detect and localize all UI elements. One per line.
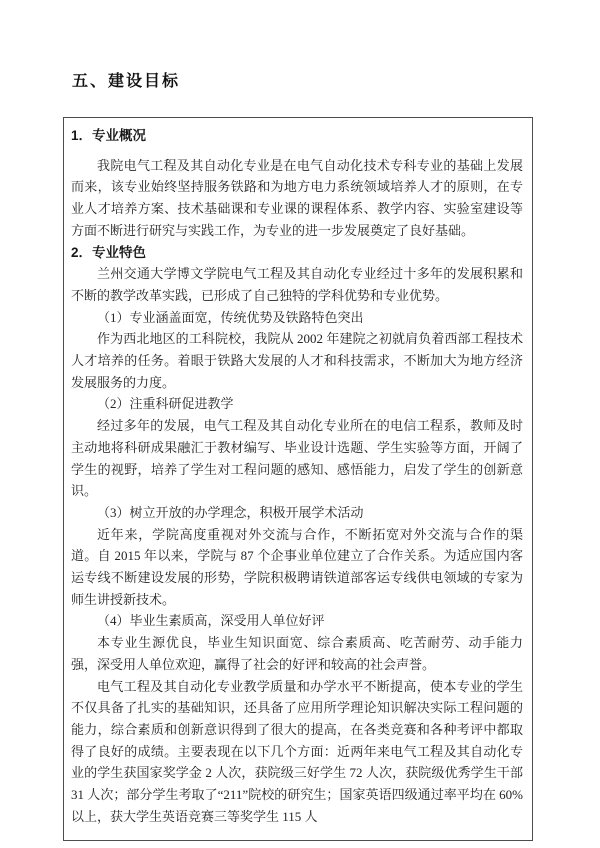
subsection-heading-overview: 1．专业概况	[71, 128, 147, 143]
feature-3-heading: （3）树立开放的办学理念，积极开展学术活动	[97, 504, 364, 520]
paragraph-features-intro: 兰州交通大学博文学院电气工程及其自动化专业经过十多年的发展积累和不断的教学改革实践，已形成了自己独特的学科优势和专业优势。	[71, 266, 523, 303]
feature-1-heading: （1）专业涵盖面宽，传统优势及铁路特色突出	[97, 309, 364, 325]
feature-2-body: 经过多年的发展，电气工程及其自动化专业所在的电信工程系，教师及时主动地将科研成果融汇于教材编写、毕业设计选题、学生实验等方面，开阔了学生的视野，培养了学生对工程问题的感知、感悟能力，启发了学生的创新意识。	[71, 418, 523, 499]
feature-4-heading: （4）毕业生素质高，深受用人单位好评	[97, 613, 325, 629]
paragraph-achievements: 电气工程及其自动化专业教学质量和办学水平不断提高，使本专业的学生不仅具备了扎实的基础知识，还具备了应用所学理论知识解决实际工程问题的能力，综合素质和创新意识得到了很大的提高，在各类竞赛和各种考评中都取得了良好的成绩。主要表现在以下几个方面：近两年来电气工程及其自动化专业的学生获国家奖学金 2 人次，获院级三好学生 72 人次，获院级优秀学生干部 31 人次；部分学生考取了“211”院校的研究生；国家英语四级通过率平均在 60%以上，获大学生英语竞赛三等奖学生 115 人	[71, 678, 523, 824]
paragraph-overview: 我院电气工程及其自动化专业是在电气自动化技术专科专业的基础上发展而来，该专业始终坚持服务铁路和为地方电力系统领域培养人才的原则，在专业人才培养方案、技术基础课和专业课的课程体系、教学内容、实验室建设等方面不断进行研究与实践工作，为专业的进一步发展奠定了良好基础。	[71, 157, 523, 238]
feature-1-body: 作为西北地区的工科院校，我院从 2002 年建院之初就肩负着西部工程技术人才培养的任务。着眼于铁路大发展的人才和科技需求，不断加大为地方经济发展服务的力度。	[71, 331, 523, 390]
page-title: 五、建设目标	[72, 73, 181, 90]
feature-3-body: 近年来，学院高度重视对外交流与合作，不断拓宽对外交流与合作的渠道。自 2015 年以来，学院与 87 个企事业单位建立了合作关系。为适应国内客运专线不断建设发展的形势，学院积极聘请铁道部客运专线供电领域的专家为师生讲授新技术。	[71, 526, 523, 607]
content-box	[63, 117, 533, 841]
feature-4-body: 本专业生源优良，毕业生知识面宽、综合素质高、吃苦耐劳、动手能力强，深受用人单位欢迎，赢得了社会的好评和较高的社会声誉。	[71, 635, 523, 672]
subsection-heading-features: 2．专业特色	[71, 244, 147, 260]
feature-2-heading: （2）注重科研促进教学	[97, 396, 234, 412]
